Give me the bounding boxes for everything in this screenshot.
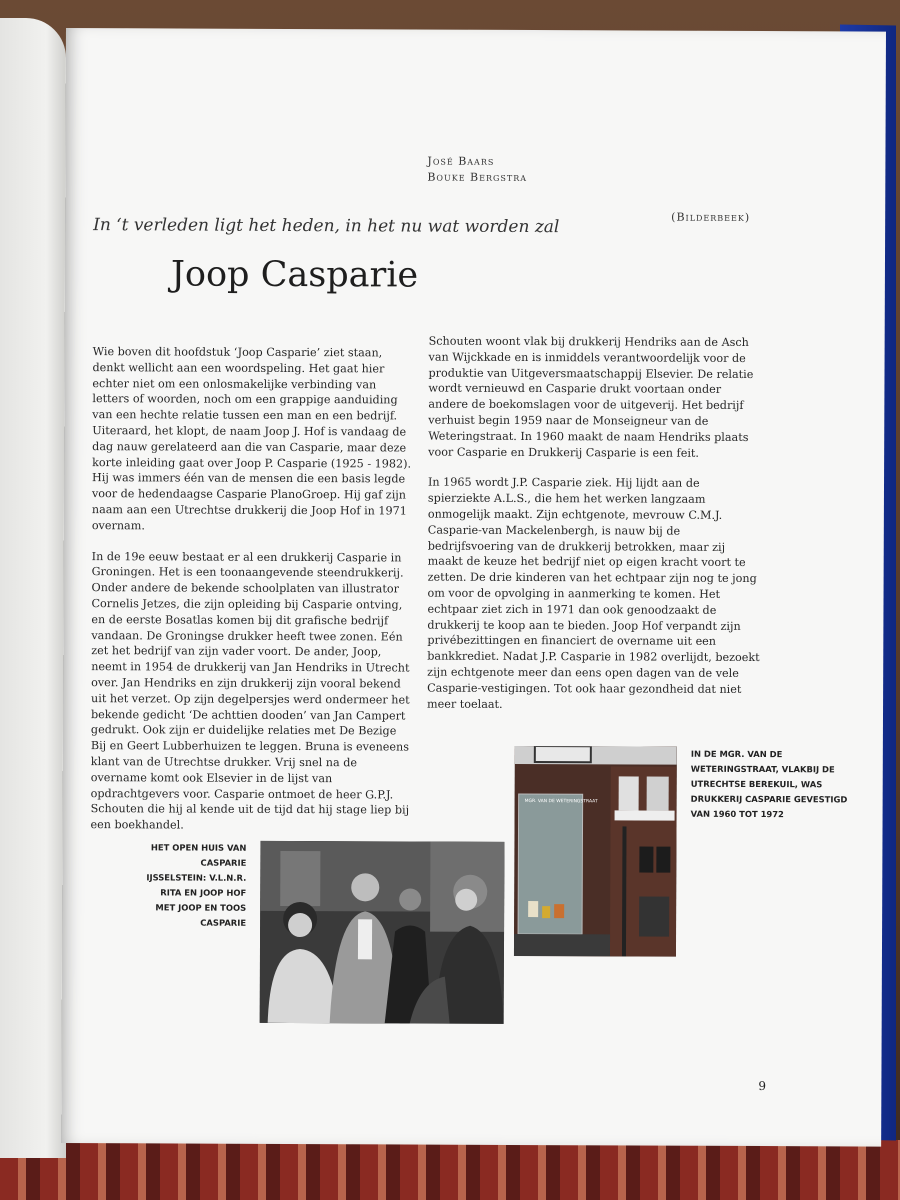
motto-source: (Bilderbeek) (671, 210, 751, 224)
paragraph: In de 19e eeuw bestaat er al een drukkerij Casparie in Groningen. Het is een toonaangevende steendrukkerij. Onder andere de bekende schoolplaten van illustrator Cornelis Jetzes, die zijn opleiding bij Casparie ontving, en de eerste Bosatlas komen bij dit grafische bedrijf vandaan. De Groningse drukker heeft twee zonen. Eén zet het bedrijf van zijn vader voort. De ander, Joop, neemt in 1954 de drukkerij van Jan Hendriks in Utrecht over. Jan Hendriks en zijn drukkerij zijn vooral bekend uit het verzet. Op zijn degelpersjes werd ondermeer het bekende gedicht ‘De achttien dooden’ van Jan Campert gedrukt. Ook zijn er duidelijke relaties met De Bezige Bij en Geert Lubberhuizen te leggen. Bruna is eveneens klant van de Utrechtse drukker. Vrij snel na de overname komt ook Elsevier in de lijst van opdrachtgevers voor. Casparie ontmoet de heer G.P.J. Schouten die hij al kende uit de tijd dat hij stage liep bij een boekhandel. (90, 549, 410, 832)
street-sign: MGR. VAN DE WETERINGSTRAAT (524, 799, 598, 805)
motto: In ‘t verleden ligt het heden, in het nu wat worden zal (93, 215, 560, 238)
left-page-edge (0, 18, 66, 1158)
right-column (427, 334, 763, 729)
photo-street-image (514, 746, 677, 957)
caption-open-house: HET OPEN HUIS VAN CASPARIE IJSSELSTEIN: V.L.N.R. RITA EN JOOP HOF MET JOOP EN TOOS CASPARIE (146, 842, 247, 928)
paragraph: Wie boven dit hoofdstuk ‘Joop Casparie’ ziet staan, denkt wellicht aan een woordspeling. Het gaat hier echter niet om een onlosmakelijke verbinding van letters of woorden, noch om een grappige aanduiding van een hechte relatie tussen een man en een bedrijf. Uiteraard, het klopt, de naam Joop J. Hof is vandaag de dag nauw gerelateerd aan die van Casparie, maar deze korte inleiding gaat over Joop P. Casparie (1925 - 1982). Hij was immers één van de mensen die een basis legde voor de hedendaagse Casparie PlanoGroep. Hij gaf zijn naam aan een Utrechtse drukkerij die Joop Hof in 1971 overnam. (91, 345, 412, 533)
author-1: José Baars (427, 154, 495, 168)
photo-open-house (260, 841, 505, 1024)
carpet (0, 1140, 900, 1200)
caption-street: IN DE MGR. VAN DE WETERINGSTRAAT, VLAKBIJ DE UTRECHTSE BEREKUIL, WAS DRUKKERIJ CASPARIE GEVESTIGD VAN 1960 TOT 1972 (690, 748, 848, 820)
authors (427, 154, 527, 186)
book-page (61, 28, 886, 1147)
page-title: Joop Casparie (170, 254, 419, 296)
left-column (90, 344, 414, 849)
author-2: Bouke Bergstra (427, 170, 528, 185)
photo-street (514, 746, 677, 957)
page-number: 9 (758, 1079, 767, 1094)
photo-open-house-image (260, 841, 505, 1024)
paragraph: Schouten woont vlak bij drukkerij Hendriks aan de Asch van Wijckkade en is inmiddels verantwoordelijk voor de produktie van Uitgeversmaatschappij Elsevier. De relatie wordt vernieuwd en Casparie drukt voortaan onder andere de boekomslagen voor de uitgeverij. Het bedrijf verhuist begin 1959 naar de Monseigneur van de Weteringstraat. In 1960 maakt de naam Hendriks plaats voor Casparie en Drukkerij Casparie is een feit. (428, 334, 754, 460)
paragraph: In 1965 wordt J.P. Casparie ziek. Hij lijdt aan de spierziekte A.L.S., die hem het werken langzaam onmogelijk maakt. Zijn echtgenote, mevrouw C.M.J. Casparie-van Mackelenbergh, is nauw bij de bedrijfsvoering van de drukkerij betrokken, maar zij maakt de keuze het bedrijf niet op eigen kracht voort te zetten. De drie kinderen van het echtpaar zijn nog te jong om voor de opvolging in aanmerking te komen. Het echtpaar ziet zich in 1971 dan ook genoodzaakt de drukkerij te koop aan te bieden. Joop Hof verpandt zijn privébezittingen en financiert de overname uit een bankkrediet. Nadat J.P. Casparie in 1982 overlijdt, bezoekt zijn echtgenote meer dan eens open dagen van de vele Casparie-vestigingen. Tot ook haar gezondheid dat niet meer toelaat. (427, 475, 760, 711)
